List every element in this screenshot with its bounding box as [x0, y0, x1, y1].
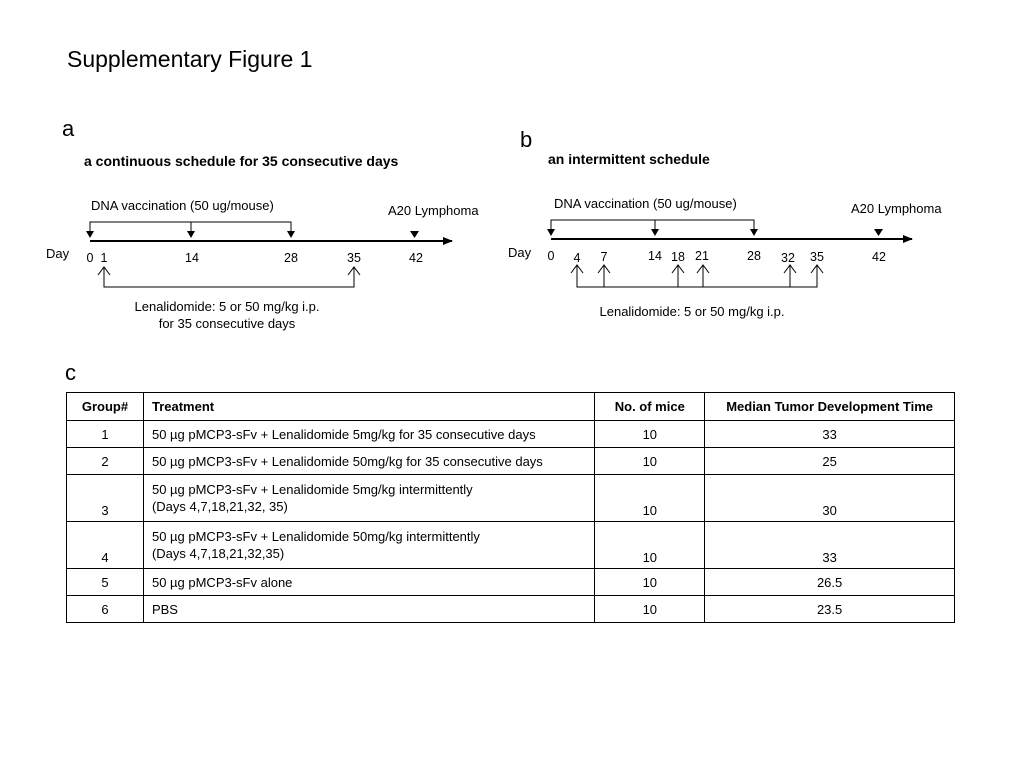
panel-b-letter: b — [520, 127, 533, 152]
median-cell: 26.5 — [705, 569, 955, 596]
panel-a-day-label: Day — [46, 246, 70, 261]
treatment-line: 50 µg pMCP3-sFv + Lenalidomide 50mg/kg intermittently — [151, 529, 480, 544]
tumor-marker-icon — [410, 231, 419, 238]
group-cell: 4 — [67, 522, 144, 569]
table-row — [67, 421, 955, 448]
panel-b-day-tick: 0 — [547, 249, 555, 263]
panel-c-letter: c — [65, 360, 76, 385]
treatment-line: (Days 4,7,18,21,32,35) — [151, 546, 285, 561]
tumor-marker-icon — [874, 229, 883, 236]
panel-a-lenalidomide-line1: Lenalidomide: 5 or 50 mg/kg i.p. — [134, 299, 320, 314]
panel-a-lenalidomide-bracket — [104, 268, 354, 287]
results-table — [66, 392, 955, 623]
treatment-cell: 50 µg pMCP3-sFv + Lenalidomide 50mg/kg for 35 consecutive days — [143, 448, 594, 475]
mice-cell: 10 — [595, 421, 705, 448]
table-row — [67, 522, 955, 569]
table-row — [67, 448, 955, 475]
group-cell: 6 — [67, 596, 144, 623]
panel-a-day-tick: 42 — [409, 251, 423, 265]
panel-b-day-tick: 21 — [695, 249, 709, 263]
dna-marker-icon — [187, 231, 195, 238]
header-median: Median Tumor Development Time — [705, 393, 955, 421]
panel-b-day-tick: 18 — [671, 250, 685, 264]
median-cell: 25 — [705, 448, 955, 475]
mice-cell: 10 — [595, 596, 705, 623]
panel-a-tumor-label: A20 Lymphoma — [388, 203, 479, 218]
treatment-cell: 50 µg pMCP3-sFv alone — [143, 569, 594, 596]
panel-a-dna-label: DNA vaccination (50 ug/mouse) — [91, 198, 274, 213]
header-mice: No. of mice — [595, 393, 705, 421]
treatment-cell — [143, 522, 594, 569]
panel-a-day-tick: 14 — [185, 251, 199, 265]
panel-b-day-tick: 32 — [781, 251, 795, 265]
panel-b-day-tick: 4 — [573, 251, 581, 265]
median-cell: 30 — [705, 475, 955, 522]
treatment-line: 50 µg pMCP3-sFv + Lenalidomide 5mg/kg intermittently — [151, 482, 473, 497]
panel-b-day-tick: 35 — [810, 250, 824, 264]
group-cell: 1 — [67, 421, 144, 448]
treatment-cell: 50 µg pMCP3-sFv + Lenalidomide 5mg/kg for 35 consecutive days — [143, 421, 594, 448]
panel-b-title: an intermittent schedule — [548, 151, 710, 167]
median-cell: 23.5 — [705, 596, 955, 623]
mice-cell: 10 — [595, 569, 705, 596]
group-cell: 3 — [67, 475, 144, 522]
group-cell: 5 — [67, 569, 144, 596]
header-group: Group# — [67, 393, 144, 421]
mice-cell: 10 — [595, 448, 705, 475]
panel-b-day-tick: 42 — [872, 250, 886, 264]
dna-marker-icon — [287, 231, 295, 238]
median-cell: 33 — [705, 522, 955, 569]
panel-b-dna-label: DNA vaccination (50 ug/mouse) — [554, 196, 737, 211]
page-title: Supplementary Figure 1 — [67, 46, 313, 72]
table-row — [67, 475, 955, 522]
panel-b-lenalidomide-bracket — [577, 266, 817, 287]
panel-b-day-label: Day — [508, 245, 532, 260]
dna-marker-icon — [86, 231, 94, 238]
mice-cell: 10 — [595, 475, 705, 522]
panel-b-day-tick: 7 — [600, 250, 608, 264]
panel-a-day-tick: 35 — [347, 251, 361, 265]
panel-b-tumor-label: A20 Lymphoma — [851, 201, 942, 216]
panel-a-diagram — [86, 222, 452, 287]
panel-a-lenalidomide-note — [135, 298, 320, 332]
table-header-row — [67, 393, 955, 421]
panel-a-lenalidomide-line2: for 35 consecutive days — [158, 316, 296, 331]
table-row — [67, 596, 955, 623]
mice-cell: 10 — [595, 522, 705, 569]
treatment-line: (Days 4,7,18,21,32, 35) — [151, 499, 288, 514]
treatment-cell: PBS — [143, 596, 594, 623]
dna-marker-icon — [547, 229, 555, 236]
header-treatment: Treatment — [143, 393, 594, 421]
dna-marker-icon — [750, 229, 758, 236]
panel-a-day-tick: 0 — [86, 251, 94, 265]
treatment-cell — [143, 475, 594, 522]
panel-a-day-tick: 28 — [284, 251, 298, 265]
panel-a-letter: a — [62, 116, 75, 141]
dna-marker-icon — [651, 229, 659, 236]
panel-b-lenalidomide-note: Lenalidomide: 5 or 50 mg/kg i.p. — [599, 304, 785, 319]
median-cell: 33 — [705, 421, 955, 448]
panel-a-day-tick: 1 — [100, 251, 108, 265]
panel-a-title: a continuous schedule for 35 consecutive days — [84, 153, 399, 169]
panel-b-day-tick: 28 — [747, 249, 761, 263]
group-cell: 2 — [67, 448, 144, 475]
panel-b-day-tick: 14 — [648, 249, 662, 263]
table-row — [67, 569, 955, 596]
